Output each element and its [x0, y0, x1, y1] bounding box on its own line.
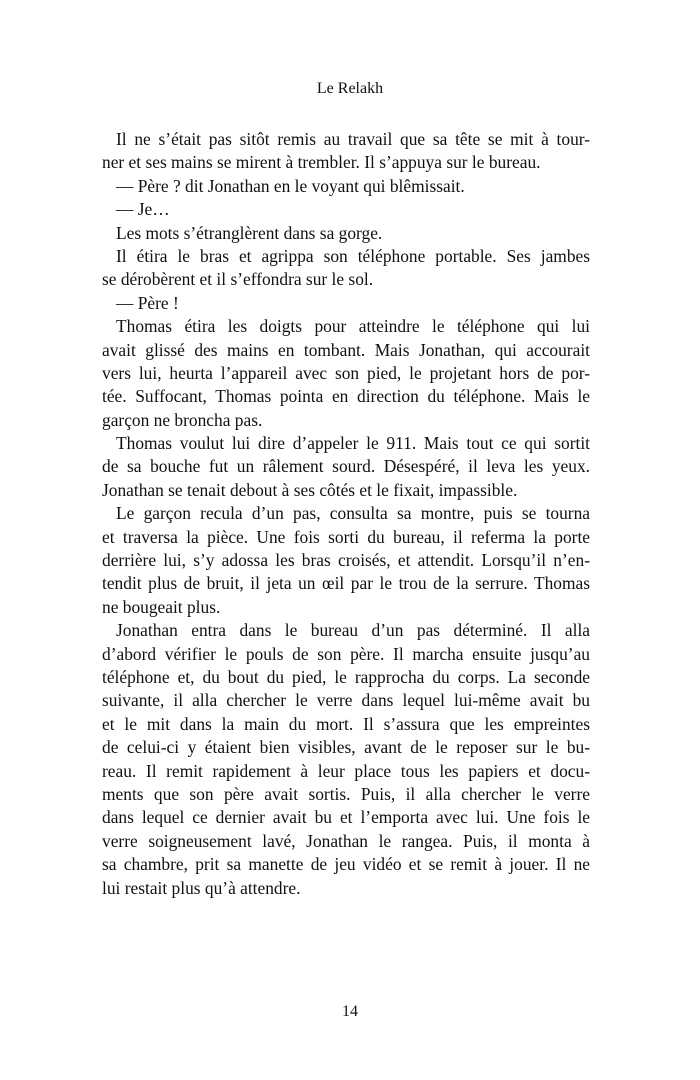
- text-line: Il étira le bras et agrippa son téléphone portable. Ses jambes: [116, 245, 590, 266]
- text-line: lui restait plus qu’à attendre.: [102, 877, 301, 898]
- text-line: de celui-ci y étaient bien visibles, avant de le reposer sur le bu-: [102, 737, 590, 758]
- text-line: verre soigneusement lavé, Jonathan le rangea. Puis, il monta à: [102, 830, 590, 851]
- text-line: téléphone et, du bout du pied, le rapprocha du corps. La seconde: [102, 666, 590, 687]
- running-header: Le Relakh: [316, 80, 384, 97]
- body-text: [102, 128, 590, 900]
- text-line: ments que son père avait sortis. Puis, il alla chercher le verre: [102, 783, 590, 804]
- text-line: sa chambre, prit sa manette de jeu vidéo et se remit à jouer. Il ne: [102, 854, 590, 875]
- text-line: Il ne s’était pas sitôt remis au travail que sa tête se mit à tour-: [116, 129, 590, 149]
- text-line: Thomas étira les doigts pour atteindre le téléphone qui lui: [116, 316, 590, 337]
- text-line: et le mit dans la main du mort. Il s’assura que les empreintes: [102, 713, 590, 734]
- text-line: Les mots s’étranglèrent dans sa gorge.: [116, 222, 383, 243]
- page-number: 14: [342, 1003, 358, 1020]
- text-line: — Père ? dit Jonathan en le voyant qui blêmissait.: [116, 175, 465, 196]
- text-line: Jonathan entra dans le bureau d’un pas déterminé. Il alla: [116, 620, 590, 641]
- text-line: Jonathan se tenait debout à ses côtés et le fixait, impassible.: [102, 479, 518, 500]
- text-line: suivante, il alla chercher le verre dans lequel lui-même avait bu: [102, 690, 590, 711]
- text-line: Thomas voulut lui dire d’appeler le 911. Mais tout ce qui sortit: [116, 433, 590, 454]
- text-line: se dérobèrent et il s’effondra sur le sol.: [102, 269, 374, 290]
- text-line: d’abord vérifier le pouls de son père. Il marcha ensuite jusqu’au: [102, 643, 590, 664]
- text-line: garçon ne broncha pas.: [102, 409, 263, 430]
- text-line: ner et ses mains se mirent à trembler. Il s’appuya sur le bureau.: [102, 152, 541, 173]
- text-line: de sa bouche fut un râlement sourd. Désespéré, il leva les yeux.: [102, 456, 590, 477]
- text-line: reau. Il remit rapidement à leur place tous les papiers et docu-: [102, 760, 590, 781]
- text-line: vers lui, heurta l’appareil avec son pied, le projetant hors de por-: [102, 362, 590, 383]
- text-line: — Père !: [116, 292, 179, 313]
- text-line: Le garçon recula d’un pas, consulta sa montre, puis se tourna: [116, 503, 590, 524]
- text-line: tendit plus de bruit, il jeta un œil par le trou de la serrure. Thomas: [102, 573, 590, 594]
- text-line: derrière lui, s’y adossa les bras croisés, et attendit. Lorsqu’il n’en-: [102, 550, 590, 571]
- text-line: ne bougeait plus.: [102, 596, 221, 617]
- text-line: tée. Suffocant, Thomas pointa en direction du téléphone. Mais le: [102, 386, 590, 407]
- text-line: — Je…: [116, 199, 170, 220]
- text-line: et traversa la pièce. Une fois sorti du bureau, il referma la porte: [102, 526, 590, 547]
- text-line: dans lequel ce dernier avait bu et l’emporta avec lui. Une fois le: [102, 807, 590, 828]
- text-line: avait glissé des mains en tombant. Mais Jonathan, qui accourait: [102, 339, 590, 360]
